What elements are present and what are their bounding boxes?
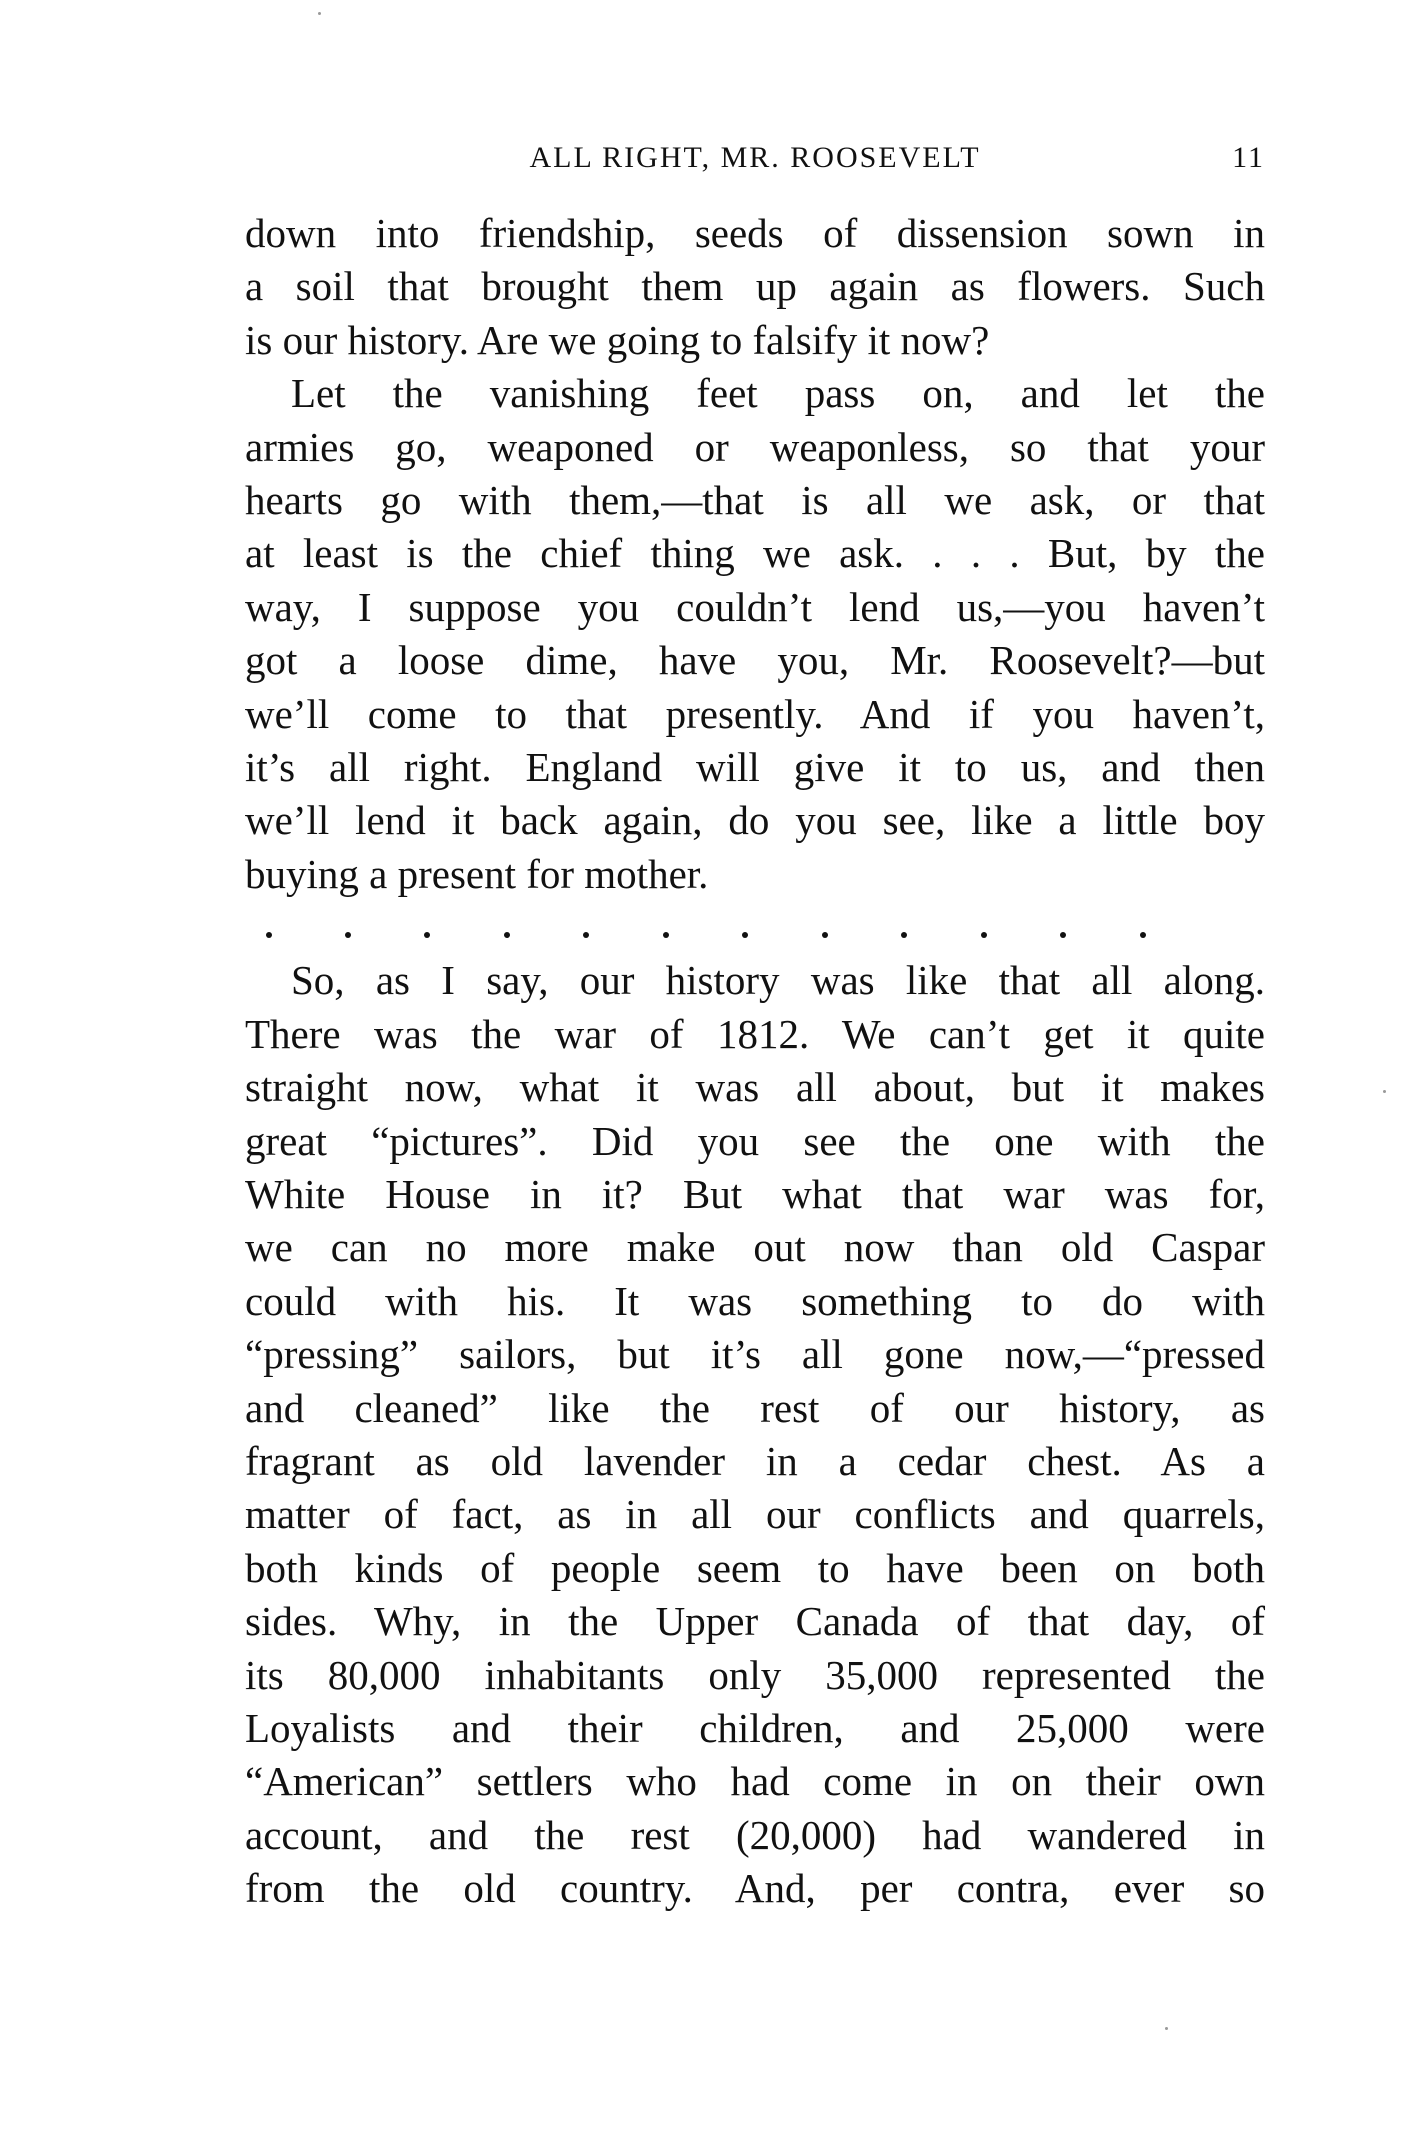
break-dot <box>424 932 430 938</box>
break-dot <box>822 932 828 938</box>
text-line: got a loose dime, have you, Mr. Roosevelt?—but <box>245 637 1265 684</box>
section-break-dots <box>245 901 1265 954</box>
text-line: is our history. Are we going to falsify it now? <box>245 316 990 363</box>
text-line: matter of fact, as in all our conflicts and quarrels, <box>245 1491 1265 1538</box>
scan-speck <box>1383 1090 1386 1093</box>
running-head <box>245 138 1265 178</box>
scan-speck <box>318 12 321 15</box>
break-dot <box>583 932 589 938</box>
text-line: White House in it? But what that war was for, <box>245 1171 1265 1218</box>
text-line: we can no more make out now than old Caspar <box>245 1224 1265 1271</box>
break-dot <box>981 932 987 938</box>
text-line: it’s all right. England will give it to us, and then <box>245 743 1265 790</box>
text-line: fragrant as old lavender in a cedar chest. As a <box>245 1437 1265 1484</box>
break-dot <box>345 932 351 938</box>
break-dot <box>266 932 272 938</box>
text-line: and cleaned” like the rest of our history, as <box>245 1384 1265 1431</box>
text-line: both kinds of people seem to have been on both <box>245 1544 1265 1591</box>
text-line: we’ll lend it back again, do you see, like a little boy <box>245 797 1265 844</box>
text-line: we’ll come to that presently. And if you haven’t, <box>245 690 1265 737</box>
text-line: at least is the chief thing we ask. . . . But, by the <box>245 530 1265 577</box>
page-number: 11 <box>1232 141 1265 174</box>
text-line: its 80,000 inhabitants only 35,000 represented the <box>245 1651 1265 1698</box>
running-title: ALL RIGHT, MR. ROOSEVELT <box>529 141 981 174</box>
break-dot <box>663 932 669 938</box>
text-line: Let the vanishing feet pass on, and let the <box>291 370 1265 417</box>
text-line: hearts go with them,—that is all we ask, or that <box>245 476 1265 523</box>
break-dot <box>1140 932 1146 938</box>
text-line: sides. Why, in the Upper Canada of that day, of <box>245 1598 1265 1645</box>
body-text <box>245 207 1265 1916</box>
text-line: buying a present for mother. <box>245 850 709 897</box>
break-dot <box>1060 932 1066 938</box>
text-line: Loyalists and their children, and 25,000 were <box>245 1704 1265 1751</box>
text-line: a soil that brought them up again as flowers. Such <box>245 263 1265 310</box>
text-line: account, and the rest (20,000) had wandered in <box>245 1811 1265 1858</box>
text-line: could with his. It was something to do with <box>245 1277 1265 1324</box>
text-line: from the old country. And, per contra, ever so <box>245 1865 1265 1912</box>
scan-speck <box>1165 2027 1168 2030</box>
text-line: “American” settlers who had come in on their own <box>245 1758 1265 1805</box>
break-dot <box>504 932 510 938</box>
break-dot <box>742 932 748 938</box>
text-line: armies go, weaponed or weaponless, so that your <box>245 423 1265 470</box>
text-line: There was the war of 1812. We can’t get it quite <box>245 1010 1265 1057</box>
text-line: “pressing” sailors, but it’s all gone now,—“pressed <box>245 1331 1265 1378</box>
text-line: So, as I say, our history was like that all along. <box>291 957 1265 1004</box>
break-dot <box>901 932 907 938</box>
text-line: great “pictures”. Did you see the one with the <box>245 1117 1265 1164</box>
text-line: straight now, what it was all about, but it makes <box>245 1064 1265 1111</box>
text-line: down into friendship, seeds of dissension sown in <box>245 210 1265 256</box>
text-line: way, I suppose you couldn’t lend us,—you haven’t <box>245 583 1265 630</box>
